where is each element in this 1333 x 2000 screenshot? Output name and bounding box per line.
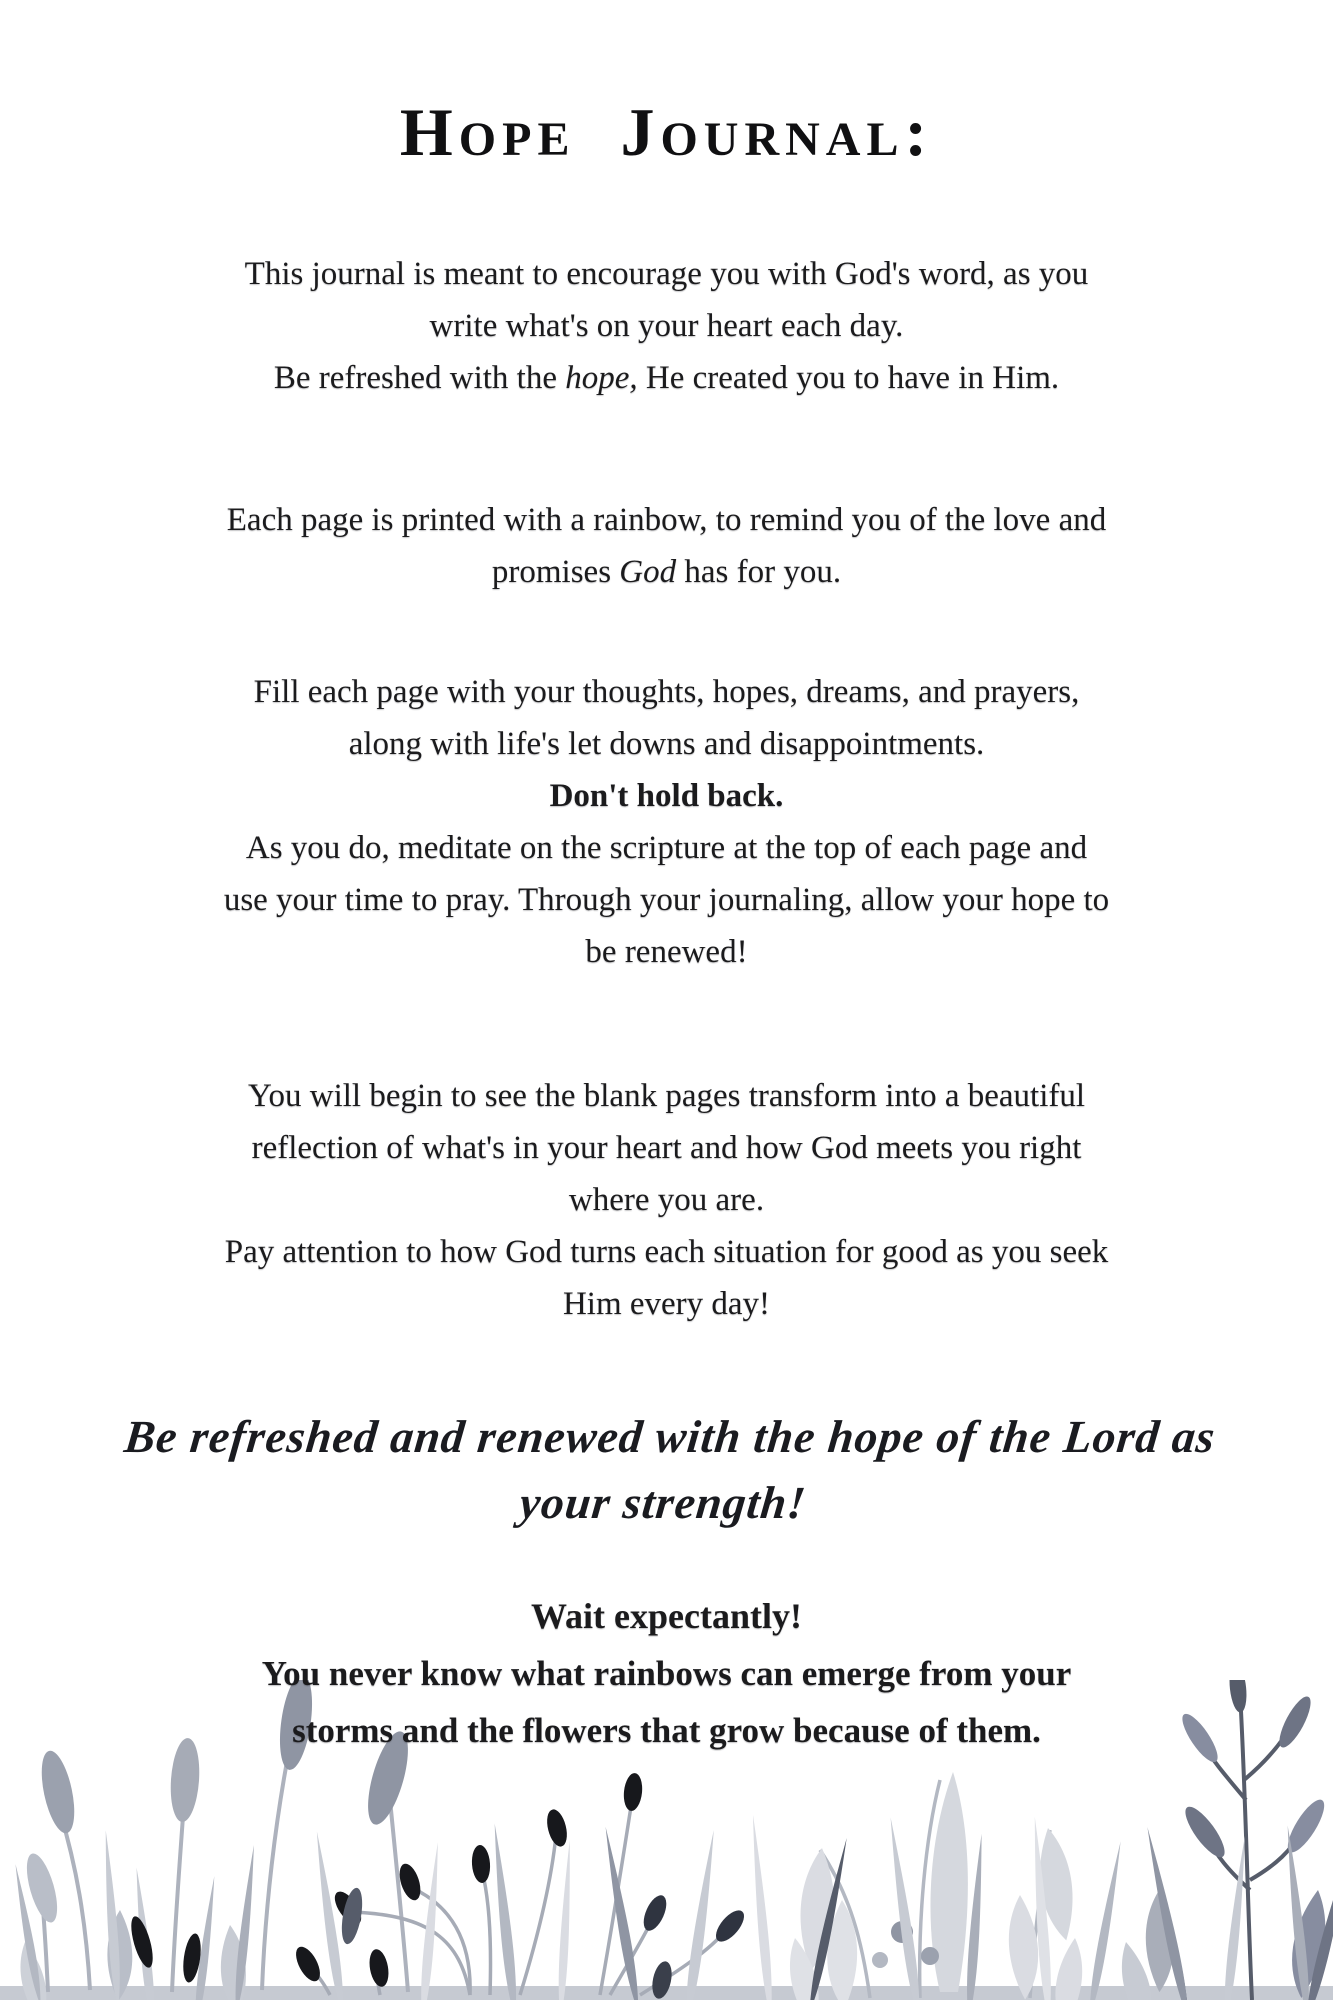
paragraph-fill-pages — [0, 666, 1333, 978]
paragraph-transform — [0, 1070, 1333, 1330]
text-segment: Be refreshed and renewed with the hope of the Lord as — [122, 1411, 1218, 1462]
closing-headline: Wait expectantly! — [531, 1596, 802, 1636]
text-segment: You never know what rainbows can emerge from your — [261, 1654, 1072, 1693]
closing-lines — [0, 1645, 1333, 1759]
text-line — [0, 926, 1333, 978]
paragraph-intro — [0, 248, 1333, 404]
text-line — [0, 300, 1333, 352]
text-segment: storms and the flowers that grow because of them. — [292, 1711, 1041, 1750]
text-segment: Him every day! — [562, 1286, 771, 1322]
text-line — [0, 1226, 1333, 1278]
text-segment: God — [619, 554, 677, 590]
text-segment: use your time to pray. Through your journaling, allow your hope to — [223, 882, 1110, 918]
text-line — [0, 1174, 1333, 1226]
text-segment: reflection of what's in your heart and how God meets you right — [251, 1130, 1082, 1166]
text-line — [0, 1404, 1333, 1470]
text-line — [0, 1645, 1333, 1702]
text-line — [0, 1122, 1333, 1174]
text-segment: Pay attention to how God turns each situation for good as you seek — [224, 1234, 1109, 1270]
text-segment: Each page is printed with a rainbow, to remind you of the love and — [226, 502, 1107, 538]
text-segment: be renewed! — [585, 934, 748, 970]
paragraph-rainbow — [0, 494, 1333, 598]
text-segment: Fill each page with your thoughts, hopes, dreams, and prayers, — [253, 674, 1080, 710]
text-segment: Be refreshed with the — [273, 360, 566, 396]
text-line — [0, 546, 1333, 598]
text-segment: You will begin to see the blank pages transform into a beautiful — [247, 1078, 1086, 1114]
text-line — [0, 1702, 1333, 1759]
text-line — [0, 1278, 1333, 1330]
text-line — [0, 494, 1333, 546]
text-line — [0, 770, 1333, 822]
text-line — [0, 352, 1333, 404]
text-line — [0, 666, 1333, 718]
text-segment: where you are. — [568, 1182, 765, 1218]
text-segment: This journal is meant to encourage you with God's word, as you — [244, 256, 1089, 292]
text-line — [0, 822, 1333, 874]
text-line — [0, 248, 1333, 300]
text-segment: has for you. — [676, 554, 842, 590]
handwritten-quote — [0, 1404, 1333, 1536]
text-segment: along with life's let downs and disappointments. — [348, 726, 985, 762]
text-segment: Don't hold back. — [549, 778, 784, 814]
text-segment: your strength! — [517, 1477, 809, 1528]
text-line — [0, 1470, 1333, 1536]
closing-block — [0, 1588, 1333, 1759]
text-segment: He created you to have in Him. — [637, 360, 1060, 396]
text-segment: promises — [491, 554, 620, 590]
text-segment: hope, — [565, 360, 638, 396]
page-title: Hope Journal: — [399, 94, 934, 170]
text-line — [0, 1070, 1333, 1122]
text-line — [0, 874, 1333, 926]
text-segment: write what's on your heart each day. — [429, 308, 904, 344]
text-segment: As you do, meditate on the scripture at the top of each page and — [245, 830, 1088, 866]
text-line — [0, 718, 1333, 770]
